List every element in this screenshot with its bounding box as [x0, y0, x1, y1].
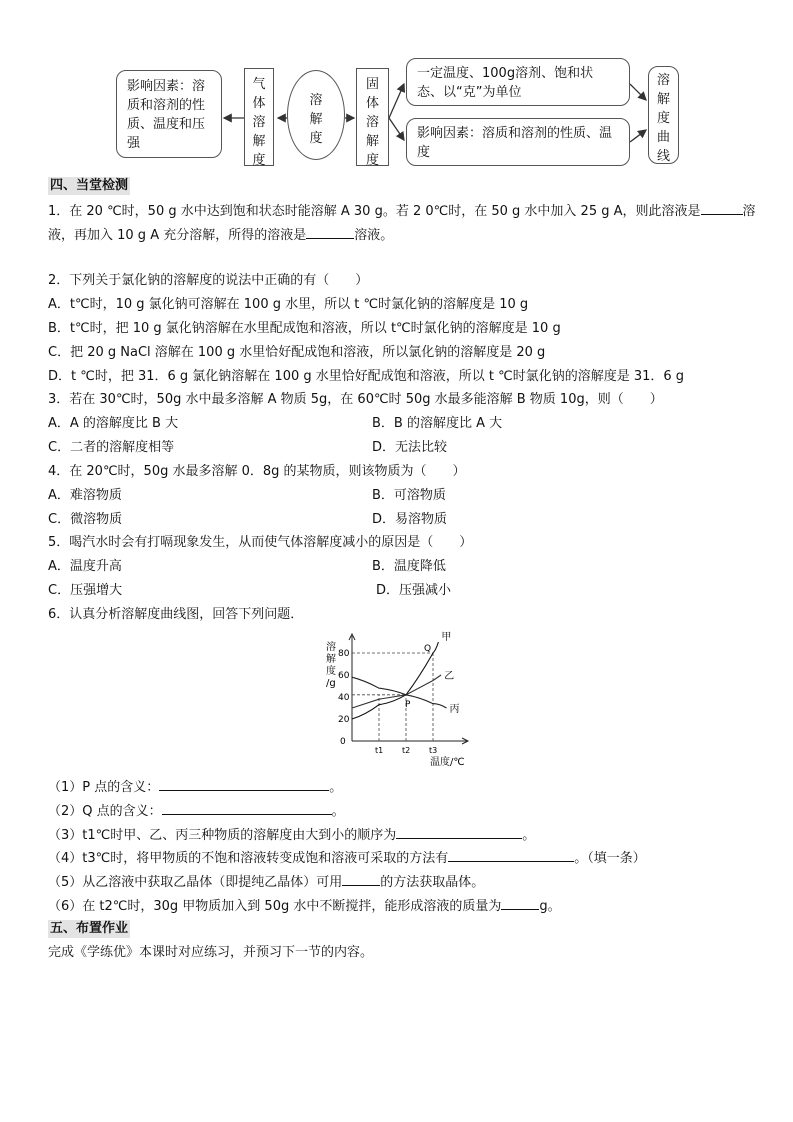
- q2-option-c: C．把 20 g NaCl 溶解在 100 g 水里恰好配成饱和溶液，所以氯化钠的溶解度是 20 g: [48, 345, 546, 360]
- solubility-center-text: 溶解度: [309, 93, 323, 146]
- q1-text-c: 液，再加入 10 g A 充分溶解，所得的溶液是: [48, 228, 307, 243]
- q2-stem: 2．下列关于氯化钠的溶解度的说法中正确的有（ ）: [48, 273, 369, 288]
- solubility-curve-text: 溶解度曲线: [657, 73, 671, 164]
- q1-line1: [48, 201, 756, 221]
- q5-option-c: C．压强增大: [48, 583, 123, 598]
- q3-stem: 3．若在 30℃时，50g 水中最多溶解 A 物质 5g，在 60℃时 50g 水最多能溶解 B 物质 10g，则（ ）: [48, 392, 663, 407]
- q2-option-a: A．t℃时，10 g 氯化钠可溶解在 100 g 水里，所以 t ℃时氯化钠的溶解度是 10 g: [48, 297, 529, 312]
- q6-part5-blank[interactable]: [342, 872, 380, 886]
- chart-ytick-label: 60: [338, 671, 350, 681]
- q4-option-b: B．可溶物质: [372, 488, 446, 503]
- q6-part3-blank[interactable]: [396, 825, 522, 839]
- arrow-def-to-curve: [630, 84, 646, 100]
- q6-part5-end: 的方法获取晶体。: [380, 875, 485, 890]
- q6-part6-text: （6）在 t2℃时，30g 甲物质加入到 50g 水中不断搅拌，能形成溶液的质量为: [48, 899, 502, 914]
- solid-solubility-box: [356, 68, 389, 166]
- q6-part2-end: 。: [331, 804, 345, 819]
- q3-option-b: B．B 的溶解度比 A 大: [372, 416, 503, 431]
- q1-blank1[interactable]: [701, 201, 743, 215]
- q5-option-a: A．温度升高: [48, 559, 122, 574]
- q6-part5-text: （5）从乙溶液中获取乙晶体（即提纯乙晶体）可用: [48, 875, 343, 890]
- arrow-to-solid-factors: [389, 118, 404, 140]
- series-label-甲: 甲: [441, 632, 452, 643]
- arrow-to-def: [389, 84, 404, 118]
- q4-stem: 4．在 20℃时，50g 水最多溶解 0．8g 的某物质，则该物质为（ ）: [48, 464, 466, 479]
- section5-title: 五、布置作业: [50, 921, 129, 936]
- q1-text-b: 溶: [742, 204, 756, 219]
- chart-point-Q: Q: [424, 644, 432, 654]
- q1-text-d: 溶液。: [354, 228, 394, 243]
- q6-part6: [48, 896, 561, 916]
- section4-title: 四、当堂检测: [50, 178, 129, 193]
- chart-ytick-label: 40: [338, 693, 350, 703]
- definition-box: [406, 58, 630, 106]
- gas-solubility-box: [244, 68, 274, 166]
- definition-text: 一定温度、100g溶剂、饱和状态、以“克”为单位: [417, 66, 594, 100]
- q6-part4-end: 。（填一条）: [574, 851, 646, 866]
- gas-factors-text: 影响因素：溶质和溶剂的性质、温度和压强: [127, 79, 206, 151]
- chart-ytick-label: 80: [338, 649, 350, 659]
- chart-ytick-label: 20: [338, 715, 350, 725]
- q6-part5: [48, 872, 484, 892]
- q6-part4: [48, 848, 646, 868]
- q3-option-c: C．二者的溶解度相等: [48, 440, 175, 455]
- series-label-乙: 乙: [444, 671, 455, 682]
- q5-option-b: B．温度降低: [372, 559, 446, 574]
- chart-xlabel: 温度/℃: [430, 757, 465, 768]
- q6-part4-blank[interactable]: [448, 848, 574, 862]
- q6-stem: 6．认真分析溶解度曲线图，回答下列问题．: [48, 607, 304, 622]
- q2-option-b: B．t℃时，把 10 g 氯化钠溶解在水里配成饱和溶液，所以 t℃时氯化钠的溶解度是 10 g: [48, 321, 561, 336]
- solid-solubility-text: 固体溶解度: [365, 77, 379, 168]
- q5-stem: 5．喝汽水时会有打嗝现象发生，从而使气体溶解度减小的原因是（ ）: [48, 535, 473, 550]
- q1-blank2[interactable]: [306, 225, 354, 239]
- q6-part2-blank[interactable]: [162, 801, 332, 815]
- q6-part3: [48, 825, 535, 845]
- q6-part1-end: 。: [329, 780, 343, 795]
- solubility-curve-box: [648, 66, 679, 164]
- q2-option-d: D．t ℃时，把 31．6 g 氯化钠溶解在 100 g 水里恰好配成饱和溶液，所以 t ℃时氯化钠的溶解度是 31．6 g: [48, 369, 685, 384]
- chart-xtick-label: t3: [429, 746, 438, 755]
- q6-part1: [48, 777, 342, 797]
- q6-part2: [48, 801, 345, 821]
- q6-part2-text: （2）Q 点的含义：: [48, 804, 162, 819]
- chart-ylabel-4: /g: [326, 678, 336, 689]
- q5-option-d: D．压强减小: [376, 583, 452, 598]
- chart-ylabel-3: 度: [326, 666, 336, 677]
- chart-xtick-label: t1: [375, 746, 384, 755]
- solid-factors-text: 影响因素：溶质和溶剂的性质、温度: [417, 126, 613, 160]
- q6-part6-blank[interactable]: [501, 896, 539, 910]
- chart-ylabel-2: 解: [326, 654, 336, 665]
- gas-solubility-text: 气体溶解度: [252, 77, 266, 168]
- solid-factors-box: [406, 118, 630, 166]
- solubility-center-ellipse: [287, 70, 345, 160]
- q4-option-a: A．难溶物质: [48, 488, 122, 503]
- arrow-factors-to-curve: [630, 130, 646, 142]
- q6-part4-text: （4）t3℃时，将甲物质的不饱和溶液转变成饱和溶液可采取的方法有: [48, 851, 449, 866]
- q3-option-a: A．A 的溶解度比 B 大: [48, 416, 179, 431]
- q6-part6-end: g。: [539, 899, 561, 914]
- q4-option-c: C．微溶物质: [48, 512, 123, 527]
- chart-point-P: P: [405, 699, 411, 710]
- q1-line2: [48, 225, 393, 245]
- q3-option-d: D．无法比较: [372, 440, 448, 455]
- q6-part3-text: （3）t1℃时甲、乙、丙三种物质的溶解度由大到小的顺序为: [48, 828, 397, 843]
- gas-factors-box: [116, 70, 222, 158]
- chart-origin-label: 0: [340, 737, 346, 747]
- homework-text: 完成《学练优》本课时对应练习，并预习下一节的内容。: [48, 945, 374, 960]
- q6-part3-end: 。: [522, 828, 536, 843]
- series-label-丙: 丙: [449, 704, 460, 715]
- q4-option-d: D．易溶物质: [372, 512, 448, 527]
- solubility-chart: [320, 628, 480, 770]
- q6-part1-text: （1）P 点的含义：: [48, 780, 160, 795]
- chart-xtick-label: t2: [402, 746, 411, 755]
- q1-text-a: 1．在 20 ℃时，50 g 水中达到饱和状态时能溶解 A 30 g。若 2 0℃时，在 50 g 水中加入 25 g A，则此溶液是: [48, 204, 701, 219]
- q6-part1-blank[interactable]: [159, 777, 329, 791]
- chart-ylabel-1: 溶: [326, 642, 336, 653]
